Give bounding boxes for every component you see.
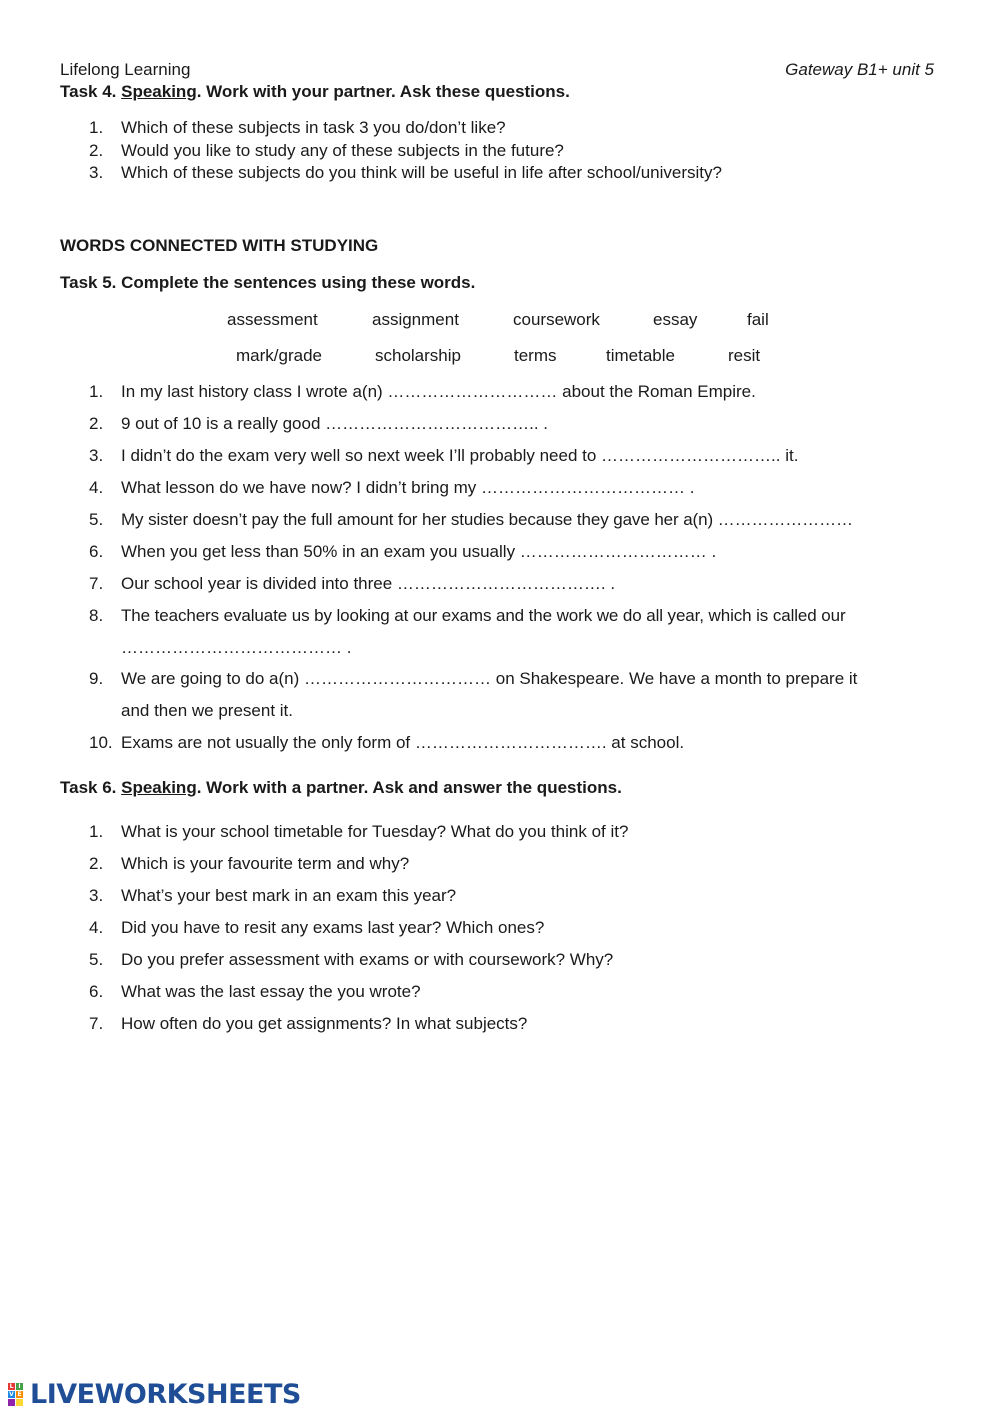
- list-number: 7.: [89, 1014, 104, 1033]
- list-item: Which of these subjects in task 3 you do/don’t like?: [121, 118, 506, 137]
- list-item: My sister doesn’t pay the full amount for her studies because they gave her a(n) ……………………: [121, 510, 853, 529]
- task4-speaking: Speaking: [121, 82, 197, 101]
- list-number: 7.: [89, 574, 104, 593]
- list-item: How often do you get assignments? In what subjects?: [121, 1014, 528, 1033]
- task6-title: [60, 778, 622, 798]
- list-number: 6.: [89, 542, 104, 561]
- section-heading: WORDS CONNECTED WITH STUDYING: [60, 236, 379, 255]
- word-bank-item: assessment: [227, 310, 318, 329]
- task6-rest: . Work with a partner. Ask and answer the questions.: [196, 778, 622, 797]
- liveworksheets-logo-icon: L I V E: [8, 1383, 38, 1407]
- task6-prefix: Task 6.: [60, 778, 122, 797]
- list-number: 6.: [89, 982, 104, 1001]
- list-number: 2.: [89, 141, 104, 160]
- list-item-continued: ………………………………… .: [121, 638, 352, 657]
- word-bank-item: scholarship: [375, 346, 461, 365]
- list-number: 2.: [89, 414, 104, 433]
- list-number: 1.: [89, 382, 104, 401]
- list-item: What is your school timetable for Tuesday? What do you think of it?: [121, 822, 629, 841]
- list-number: 3.: [89, 446, 104, 465]
- word-bank-item: resit: [728, 346, 761, 365]
- list-item: We are going to do a(n) …………………………… on Shakespeare. We have a month to prepare it: [121, 669, 858, 688]
- list-number: 5.: [89, 510, 104, 529]
- list-item: 9 out of 10 is a really good ……………………………….. .: [121, 414, 549, 433]
- word-bank-item: coursework: [513, 310, 600, 329]
- list-item: Do you prefer assessment with exams or with coursework? Why?: [121, 950, 614, 969]
- list-number: 4.: [89, 478, 104, 497]
- list-number: 2.: [89, 854, 104, 873]
- word-bank-item: assignment: [372, 310, 459, 329]
- list-number: 1.: [89, 822, 104, 841]
- list-number: 1.: [89, 118, 104, 137]
- list-item: The teachers evaluate us by looking at our exams and the work we do all year, which is called our: [121, 606, 846, 625]
- list-item: What was the last essay the you wrote?: [121, 982, 421, 1001]
- list-item: What lesson do we have now? I didn’t bring my ……………………………… .: [121, 478, 695, 497]
- list-item: Which of these subjects do you think will be useful in life after school/university?: [121, 163, 722, 182]
- list-item: What’s your best mark in an exam this year?: [121, 886, 457, 905]
- task4-prefix: Task 4.: [60, 82, 122, 101]
- task4-rest: . Work with your partner. Ask these questions.: [196, 82, 570, 101]
- list-number: 8.: [89, 606, 104, 625]
- list-number: 3.: [89, 886, 104, 905]
- header-right: Gateway B1+ unit 5: [785, 60, 934, 79]
- list-number: 3.: [89, 163, 104, 182]
- task5-title: Task 5. Complete the sentences using these words.: [60, 273, 476, 292]
- list-item-continued: and then we present it.: [121, 701, 294, 720]
- liveworksheets-logo-text: LIVEWORKSHEETS: [30, 1379, 301, 1410]
- list-item: I didn’t do the exam very well so next week I’ll probably need to ………………………….. it.: [121, 446, 799, 465]
- word-bank-item: mark/grade: [236, 346, 322, 365]
- word-bank-item: fail: [747, 310, 769, 329]
- word-bank-item: terms: [514, 346, 557, 365]
- word-bank-item: essay: [653, 310, 698, 329]
- list-number: 5.: [89, 950, 104, 969]
- list-item: Did you have to resit any exams last year? Which ones?: [121, 918, 545, 937]
- header-left: Lifelong Learning: [60, 60, 191, 79]
- list-number: 4.: [89, 918, 104, 937]
- task4-title: [60, 82, 570, 102]
- list-item: Exams are not usually the only form of ……………………………. at school.: [121, 733, 685, 752]
- list-item: Would you like to study any of these subjects in the future?: [121, 141, 564, 160]
- list-item: Our school year is divided into three ………………………………. .: [121, 574, 616, 593]
- task6-speaking: Speaking: [121, 778, 197, 797]
- list-item: In my last history class I wrote a(n) ………………………… about the Roman Empire.: [121, 382, 756, 401]
- list-item: Which is your favourite term and why?: [121, 854, 410, 873]
- list-number: 9.: [89, 669, 104, 688]
- list-number: 10.: [89, 733, 113, 752]
- word-bank-item: timetable: [606, 346, 675, 365]
- list-item: When you get less than 50% in an exam you usually …………………………… .: [121, 542, 717, 561]
